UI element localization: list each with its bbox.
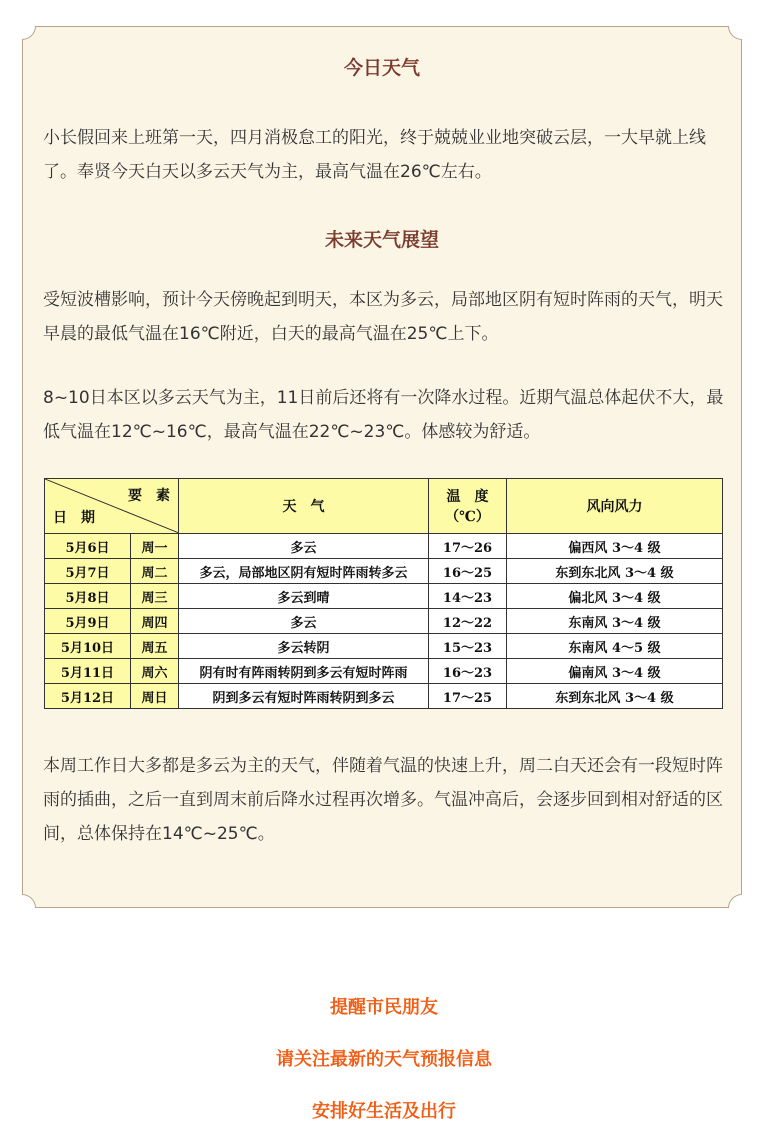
header-wind: 风向风力 — [507, 479, 723, 534]
table-row — [45, 584, 723, 609]
corner-decoration — [22, 26, 36, 40]
row-date: 5月11日 — [45, 659, 131, 684]
header-temp-label: 温 度 — [446, 489, 489, 505]
corner-decoration — [22, 894, 36, 908]
row-day: 周一 — [131, 534, 179, 559]
table-row — [45, 609, 723, 634]
row-temp: 14～23 — [429, 584, 507, 609]
row-date: 5月9日 — [45, 609, 131, 634]
row-day: 周二 — [131, 559, 179, 584]
row-weather: 多云到晴 — [179, 584, 429, 609]
row-date: 5月10日 — [45, 634, 131, 659]
row-date: 5月12日 — [45, 684, 131, 709]
footer-line-follow: 请关注最新的天气预报信息 — [276, 1049, 492, 1070]
table-row — [45, 534, 723, 559]
header-weather: 天 气 — [179, 479, 429, 534]
heading-today-weather: 今日天气 — [343, 57, 420, 79]
row-wind: 东南风 3～4 级 — [507, 609, 723, 634]
heading-outlook: 未来天气展望 — [324, 229, 439, 251]
article-card — [22, 26, 742, 908]
row-temp: 15～23 — [429, 634, 507, 659]
table-row — [45, 659, 723, 684]
row-temp: 17～26 — [429, 534, 507, 559]
row-day: 周五 — [131, 634, 179, 659]
row-weather: 多云，局部地区阴有短时阵雨转多云 — [179, 559, 429, 584]
paragraph-trend: 8~10日本区以多云天气为主，11日前后还将有一次降水过程。近期气温总体起伏不大，最低气温在12℃~16℃，最高气温在22℃~23℃。体感较为舒适。 — [43, 388, 724, 442]
header-temperature — [429, 479, 507, 534]
row-temp: 16～25 — [429, 559, 507, 584]
row-weather: 阴有时有阵雨转阴到多云有短时阵雨 — [179, 659, 429, 684]
header-temp-unit: （℃） — [445, 509, 490, 525]
row-wind: 东到东北风 3～4 级 — [507, 684, 723, 709]
paragraph-today: 小长假回来上班第一天，四月消极怠工的阳光，终于兢兢业业地突破云层，一大早就上线了。奉贤今天白天以多云天气为主，最高气温在26℃左右。 — [43, 128, 706, 182]
row-day: 周四 — [131, 609, 179, 634]
row-wind: 偏南风 3～4 级 — [507, 659, 723, 684]
table-corner-header — [45, 479, 179, 534]
footer-line-reminder: 提醒市民朋友 — [330, 997, 438, 1018]
forecast-table — [44, 478, 723, 709]
row-wind: 东到东北风 3～4 级 — [507, 559, 723, 584]
row-temp: 17～25 — [429, 684, 507, 709]
row-wind: 偏北风 3～4 级 — [507, 584, 723, 609]
row-date: 5月8日 — [45, 584, 131, 609]
row-temp: 16～23 — [429, 659, 507, 684]
row-day: 周三 — [131, 584, 179, 609]
table-row — [45, 559, 723, 584]
row-day: 周日 — [131, 684, 179, 709]
row-weather: 阴到多云有短时阵雨转阴到多云 — [179, 684, 429, 709]
row-weather: 多云 — [179, 609, 429, 634]
row-weather: 多云转阴 — [179, 634, 429, 659]
row-wind: 偏西风 3～4 级 — [507, 534, 723, 559]
header-elements: 要 素 — [128, 488, 170, 504]
row-wind: 东南风 4～5 级 — [507, 634, 723, 659]
table-row — [45, 634, 723, 659]
corner-decoration — [728, 26, 742, 40]
row-date: 5月6日 — [45, 534, 131, 559]
row-day: 周六 — [131, 659, 179, 684]
footer-line-plan: 安排好生活及出行 — [312, 1101, 456, 1122]
row-weather: 多云 — [179, 534, 429, 559]
corner-decoration — [728, 894, 742, 908]
paragraph-outlook: 受短波槽影响，预计今天傍晚起到明天，本区为多云，局部地区阴有短时阵雨的天气，明天早晨的最低气温在16℃附近，白天的最高气温在25℃上下。 — [43, 290, 723, 344]
table-row — [45, 684, 723, 709]
row-date: 5月7日 — [45, 559, 131, 584]
row-temp: 12～22 — [429, 609, 507, 634]
header-date: 日 期 — [53, 510, 95, 526]
paragraph-summary: 本周工作日大多都是多云为主的天气，伴随着气温的快速上升，周二白天还会有一段短时阵雨的插曲，之后一直到周末前后降水过程再次增多。气温冲高后，会逐步回到相对舒适的区间，总体保持在14℃~25℃。 — [43, 756, 723, 844]
